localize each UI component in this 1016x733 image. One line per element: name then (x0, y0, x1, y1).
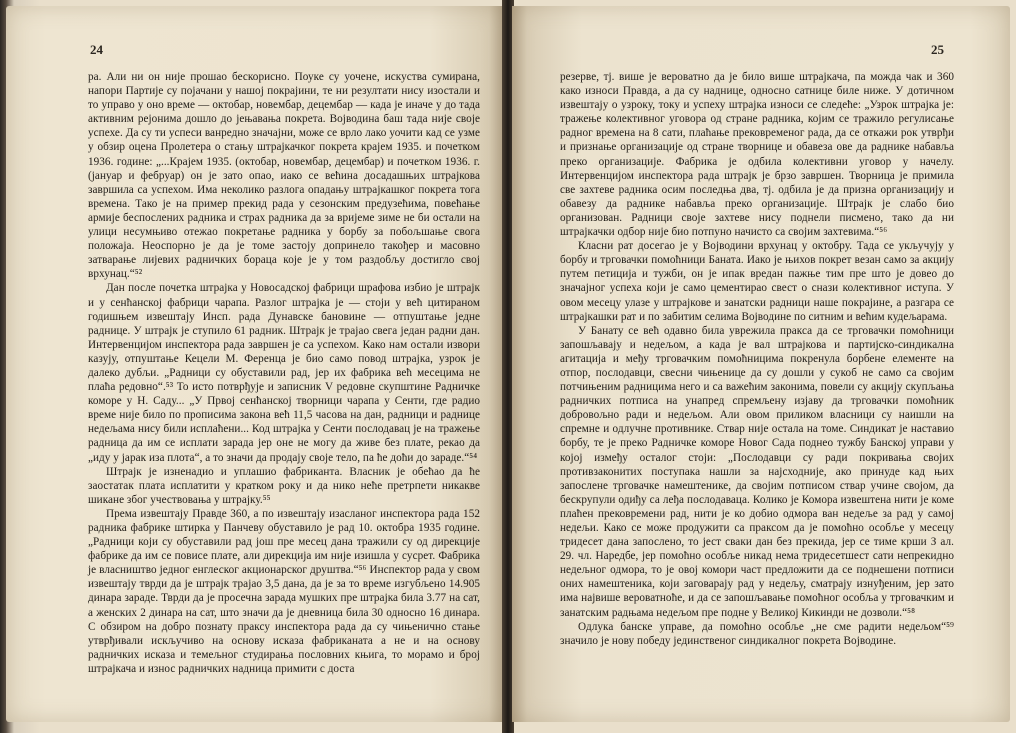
right-page-number: 25 (931, 42, 944, 57)
paragraph: Према извештају Правде 360, а по извештају изасланог инспектора рада 152 радника фабрике штирка у Панчеву обуставило је рад 10. октобра 1935 године. „Радници који су обуставили рад још пре месец дана тражили су од дирекције фабрике да им се повисе плате, али дирекција им није изишла у сусрет. Фабрика је власништво једног енглеског акционарског друштва.“⁵⁶ Инспектор рада у свом извештају тврди да је штрајк трајао 3,5 дана, да је за то време изгубљено 14.905 динара зараде. Тврди да је просечна зарада мушких пре штрајка била 3.77 на сат, а женских 2 динара на сат, што значи да је дневница била 30 односно 16 динара. С обзиром на добро познату праксу инспектора рада да су чињенично стање утврђивали искључиво на основу исказа фабриканата а не и на основу радничких исказа и темељног студирања пословних књига, то морамо и број штрајкача и износ радничких надница примити с доста (88, 507, 480, 675)
paragraph: У Банату се већ одавно била уврежила пракса да се трговачки помоћници запошљавају и недељом, а када је вал штрајкова и партијско-синдикална агитација и међу трговачким помоћницима покренула борбене елементе на отпор, послодавци, свесни чињенице да су дошли у сукоб не само са својим потчињеним радницима него и са важећим законима, повели су акцију скупљања радничких потписа на унапред спремљену изјаву да трговачки помоћник добровољно ради и недељом. Али овом приликом власници су наишли на спремне и одлучне противнике. Ствар није остала на томе. Синдикат је наставио борбу, те је преко Радничке коморе Новог Сада поднео тужбу Банској управи у којој између осталог стоји: „Послодавци су ради покривања својих противзаконитих поступака нашли за најсходније, ако принуде кад њих запослене трговачке намештенике, да својим потписом ствар учине својом, да бескрупули одиђу са леђа послодаваца. Колико је Комора извештена нити је коме плаћен прековремени рад, нити је ко добио одмора ван недеље за рад у самој недељи. Како се може продужити са праксом да је помоћно особље у месецу тридесет дана запослено, то јест сваки дан без прекида, јер се тиме крши З ал. 29. чл. Наредбе, јер помоћно особље никад нема тридесетшест сати непрекидно недељног одмора, то је овој комори част предложити да се поднешени потписи оних намештеника, који заговарају рад у недељу, сматрају изнуђеним, јер зато има највише вероватноће, и да се запошљавање помоћног особља у трговачким и занатским радњама недељом пре подне у Великој Кикинди не дозволи.“⁵⁸ (560, 324, 954, 619)
left-page (6, 6, 504, 722)
left-page-body (88, 70, 480, 676)
paragraph: Штрајк је изненадио и уплашио фабриканта. Власник је обећао да ће заостатак плата исплатити у кратком року и да нико неће претрпети никакве шикане због учествовања у штрајку.⁵⁵ (88, 465, 480, 506)
right-page-body (560, 70, 954, 648)
paragraph: Одлука банске управе, да помоћно особље „не сме радити недељом“⁵⁹ значило је нову победу јединственог синдикалног покрета Војводине. (560, 620, 954, 647)
paragraph: резерве, тј. више је вероватно да је било више штрајкача, па можда чак и 360 како износи Правда, а да су наднице, односно сатнице биле ниже. У дотичном извештају о узроку, току и успеху штрајка износи се следеће: „Узрок штрајка је: тражење колективног уговора од стране радника, којим се тражило регулисање радног времена на 8 сати, плаћање прековременог рада, да се откажи рок утврђи и признање организације од стране творнице и обавеза ове да раднике набавља преко организације. Фабрика је одбила колективни уговор у начелу. Интервенцијом инспектора рада штрајк је брзо завршен. Творница је примила све захтеве радника осим последња два, тј. одбила је да призна организацију и обавезу да раднике набавља преко организације. Штрајк је слабо био организован. Радници своје захтеве нису поднели писмено, тако да ни штрајкачки одбор није био потпуно начисто са својим захтевима.“⁵⁶ (560, 71, 954, 239)
left-page-number: 24 (90, 42, 103, 57)
paragraph: Дан после почетка штрајка у Новосадској фабрици шрафова избио је штрајк и у сенћанској фабрици чарапа. Разлог штрајка је — стоји у већ цитираном годишњем извештају Инсп. рада Дунавске бановине — отпуштање једне раднице. У штрајк је ступило 61 радник. Штрајк је трајао свега један радни дан. Интервенцијом инспектора рада завршен је са успехом. Како нам остали извори казују, отпуштање Кецели М. Ференца је био само повод штрајка, узрок је далеко дубљи. „Радници су обуставили рад, јер их фабрика већ месецима не плаћа редовно“.⁵³ То исто потврђује и записник V редовне скупштине Радничке коморе у Н. Саду... „У Првој сенћанској творници чарапа у Сенти, где радио време није било по прописима закона већ 11,5 часова на дан, радници и раднице недељама нису били исплаћени... Код штрајка у Сенти послодавац је на тражење радница да им се исплати зарада јер оне не могу да живе без плате, рекао да „иду у јарак иза плота“, а то значи да продају своје тело, па ће доћи до зараде.“⁵⁴ (88, 282, 480, 464)
right-page (512, 6, 1010, 722)
paragraph: ра. Али ни он није прошао бескорисно. Поуке су уочене, искуства сумирана, напори Партије су појачани у нашој покрајини, те ни резултати нису изостали и то управо у оно време — октобар, новембар, децембар — када је иначе у до тада активним рејонима дошло до јењавања покрета. Војводина баш тада није своје успехе. Да су ти успеси ванредно значајни, може се врло лако уочити кад се узме у обзир оцена Пролетера о стању штрајкачког покрета крајем 1935. и почетком 1936. године: „...Крајем 1935. (октобар, новембар, децембар) и почетком 1936. г. (јануар и фебруар) он је зато опао, иако се већина досадашњих штрајкова завршила са успехом. Има неколико разлога опадању штрајкашког покрета тога времена. Тако је на пример прекид рада у сезонским предузећима, повећање армије беспослених радника и страх радника да за вријеме зиме не би остали на улици несумњиво отежао покретање радника у борбу за побољшање свога положаја. Неоспорно је да је томе застоју допринело такођер и масовно затварање лијевих радничких бораца које је у том раздобљу достигло свој врхунац.“⁵² (88, 71, 480, 281)
paragraph: Класни рат досегао је у Војводини врхунац у октобру. Тада се укључују у борбу и трговачки помоћници Баната. Иако је њихов покрет везан само за акцију путем петиција и тужби, он је ипак вредан пажње тим пре што је довео до значајног успеха који је само цементирао свест о снази колективног иступа. У овом месецу улазе у штрајкове и занатски радници наше покрајине, а разгара се штрајкашки рат и по забитим селима Војводине по ситним и већим кудељарама. (560, 240, 954, 323)
